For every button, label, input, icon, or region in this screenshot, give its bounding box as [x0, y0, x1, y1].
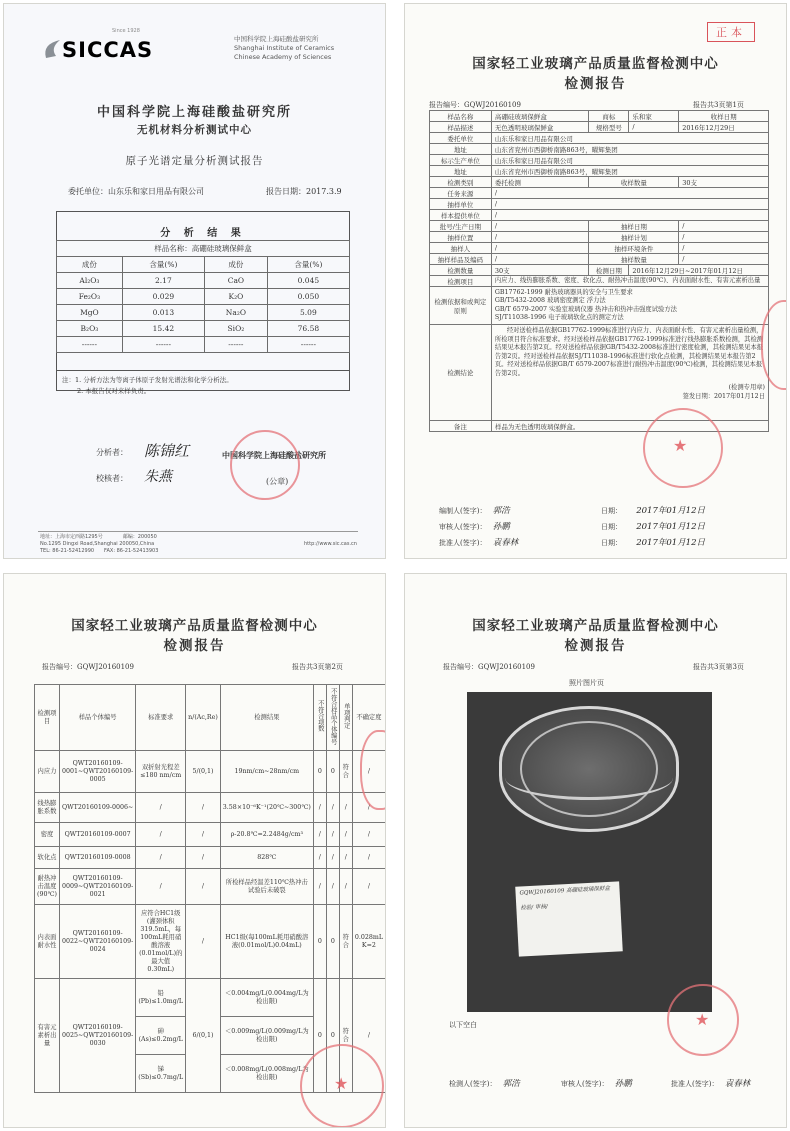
- table-cell: /: [352, 823, 385, 847]
- value-cell: 山东省兖州市西御桥南路863号，曜辉集团: [491, 144, 768, 155]
- table-cell: 铅(Pb)≤1.0mg/L: [136, 979, 186, 1017]
- sample-label-card: [515, 881, 623, 956]
- seal-star-icon: ★: [695, 1010, 710, 1029]
- value-cell: 山东乐和家日用品有限公司: [491, 155, 768, 166]
- signature-date-row: [601, 504, 705, 516]
- footer-seal: (公章): [266, 477, 289, 486]
- footer-org: 中国科学院上海硅酸盐研究所: [222, 450, 326, 460]
- table-cell: ------: [57, 337, 123, 353]
- signature-date: 2017年01月12日: [636, 506, 705, 516]
- label-line: GQWJ20160109 高硼硅玻璃保鲜盒: [519, 885, 611, 897]
- sample-name: 高硼硅玻璃保鲜盒: [191, 244, 252, 253]
- table-cell: /: [313, 869, 326, 905]
- table-row: [430, 177, 769, 188]
- value-cell: /: [491, 232, 589, 243]
- results-table: [34, 684, 386, 1093]
- seal-star-icon: ★: [334, 1074, 349, 1093]
- label-cell: 地址: [430, 144, 492, 155]
- signature-date: 2017年01月12日: [636, 538, 705, 548]
- signature-label: 批准人(签字)：: [439, 539, 487, 547]
- client-value: 山东乐和家日用品有限公司: [108, 187, 204, 196]
- table-row: [430, 199, 769, 210]
- issue-date: 签发日期：2017年01月12日: [682, 392, 765, 400]
- client-label: 委托单位：: [68, 187, 108, 196]
- date-row: [266, 186, 342, 197]
- label-cell: 抽样人: [430, 243, 492, 254]
- label-cell: 标示生产单位: [430, 155, 492, 166]
- sample-label: 样品名称：: [154, 244, 192, 253]
- value-cell: 内应力、线热膨胀系数、密度、软化点、耐热冲击温度(90℃)、内表面耐水性、有害元素析出量: [491, 276, 768, 287]
- table-row: [57, 321, 350, 337]
- table-cell: 0: [326, 905, 339, 979]
- table-cell: /: [186, 793, 221, 823]
- table-cell: 0.013: [122, 305, 204, 321]
- label-cell: 备注: [430, 421, 492, 432]
- basis-line: GB17762-1999 耐热玻璃器具的安全与卫生要求: [494, 288, 633, 296]
- report-subtitle: 检测报告: [564, 76, 627, 92]
- table-cell: 15.42: [122, 321, 204, 337]
- table-cell: Na₂O: [204, 305, 267, 321]
- footer-address: [40, 534, 158, 555]
- signature: 郭浩: [492, 506, 510, 516]
- header-cell: [313, 685, 326, 751]
- date-label: 日期：: [601, 507, 622, 515]
- signature: 孙鹏: [614, 1079, 632, 1089]
- value-cell: /: [491, 210, 768, 221]
- report-info-table: [429, 110, 769, 432]
- page-count: 报告共3页第1页: [693, 101, 744, 109]
- table-header: [57, 257, 350, 273]
- label-cell: 商标: [589, 111, 629, 122]
- label-cell: 收样数量: [589, 177, 679, 188]
- table-row: [35, 979, 386, 1017]
- siccas-analysis-report: [3, 3, 386, 559]
- composition-table: [56, 240, 350, 353]
- test-report-page-2: [3, 573, 386, 1128]
- table-cell: ------: [267, 337, 349, 353]
- signature-label: 编制人(签字)：: [439, 507, 487, 515]
- date-label: 报告日期：: [266, 187, 306, 196]
- test-report-page-3: [404, 573, 787, 1128]
- table-cell: Fe₂O₃: [57, 289, 123, 305]
- footer-tel: TEL: 86-21-52412990 FAX: 86-21-52413903: [40, 548, 159, 554]
- table-row: [430, 144, 769, 155]
- value-cell: /: [491, 188, 768, 199]
- note-1: [62, 375, 344, 386]
- signature-row: [439, 520, 510, 532]
- note-2: 2. 本报告仅对来样负责。: [77, 387, 151, 395]
- label-cell: 样品描述: [430, 122, 492, 133]
- notes: [56, 370, 350, 401]
- table-cell: 锑(Sb)≤0.7mg/L: [136, 1055, 186, 1093]
- table-cell: 19nm/cm~28nm/cm: [220, 751, 313, 793]
- table-cell: /: [326, 823, 339, 847]
- footer-divider: [38, 531, 358, 532]
- table-cell: 5/(0,1): [186, 751, 221, 793]
- table-cell: 5.09: [267, 305, 349, 321]
- table-row: [430, 276, 769, 287]
- table-row: [35, 869, 386, 905]
- table-cell: /: [339, 793, 352, 823]
- table-cell: HC1级(每100mL耗用硝酸溶液(0.01mol/L)0.04mL): [220, 905, 313, 979]
- table-cell: /: [136, 793, 186, 823]
- conclusion-text: 经对送检样品依据GB17762-1999标准进行内应力、内表面耐水性、有害元素析出量检测，所检项目符合标准要求。经对送检样品依据GB17762-1999标准进行线热膨胀系数检测，其检测结果见本报告第2页。经对送检样品依据GB/T5432-2008标准进行密度检测，其检测结果见本报告第2页。经对送检样品依据SJ/T11038-1996标准进行软化点检测，其检测结果见本报告第2页。经对送检样品依据GB/T 6579-2007标准进行耐热冲击温度(90℃)检测，其检测结果见本报告第2页。: [494, 327, 764, 377]
- table-row: [430, 133, 769, 144]
- table-row: [430, 210, 769, 221]
- header-text: 单项判定: [342, 703, 350, 729]
- table-row: [430, 166, 769, 177]
- label-cell: 样品名称: [430, 111, 492, 122]
- header-cell: 检测结果: [220, 685, 313, 751]
- value-cell: 高硼硅玻璃保鲜盒: [491, 111, 589, 122]
- table-row: [35, 793, 386, 823]
- page-count: 报告共3页第2页: [292, 663, 343, 671]
- table-cell: SiO₂: [204, 321, 267, 337]
- report-subtitle: 检测报告: [163, 638, 226, 654]
- header-cell: [326, 685, 339, 751]
- table-header-cell: 成份: [204, 257, 267, 273]
- table-cell: QWT20160109-0022~QWT20160109-0024: [59, 905, 135, 979]
- signature-date-row: [601, 520, 705, 532]
- label-cell: 委托单位: [430, 133, 492, 144]
- label-cell: 收样日期: [679, 111, 769, 122]
- official-seal-icon: [230, 430, 300, 500]
- table-cell: ＜0.004mg/L(0.004mg/L为检出限): [220, 979, 313, 1017]
- value-cell: /: [491, 254, 589, 265]
- table-cell: /: [313, 823, 326, 847]
- table-cell: /: [326, 869, 339, 905]
- test-report-page-1: [404, 3, 787, 559]
- table-row: [35, 751, 386, 793]
- table-cell: 砷(As)≤0.2mg/L: [136, 1017, 186, 1055]
- note-label: 注：: [62, 376, 75, 384]
- label-cell: 抽样单位: [430, 199, 492, 210]
- basis-cell: [491, 287, 768, 325]
- siccas-logo: [40, 34, 170, 66]
- page-count: 报告共3页第3页: [693, 663, 744, 671]
- label-cell: 检测数量: [430, 265, 492, 276]
- value-cell: 山东省兖州市西御桥南路863号，曜辉集团: [491, 166, 768, 177]
- value-cell: 2016年12月29日~2017年01月12日: [629, 265, 769, 276]
- table-cell: 有害元素析出量: [35, 979, 60, 1093]
- table-cell: QWT20160109-0008: [59, 847, 135, 869]
- institute-en-1: Shanghai Institute of Ceramics: [234, 44, 335, 52]
- table-cell: CaO: [204, 273, 267, 289]
- checker-signature: 朱燕: [144, 469, 172, 485]
- footer-web: http://www.sic.cas.cn: [304, 541, 357, 547]
- table-cell: 2.17: [122, 273, 204, 289]
- value-cell: 2016年12月29日: [679, 122, 769, 133]
- table-cell: ------: [204, 337, 267, 353]
- value-cell: /: [491, 199, 768, 210]
- table-row: [57, 337, 350, 353]
- checker-label: 校核者：: [96, 474, 128, 483]
- blank-below: 以下空白: [449, 1021, 477, 1029]
- report-title: 中国科学院上海硅酸盐研究所: [96, 105, 292, 120]
- signature: 袁春林: [492, 538, 519, 548]
- photo-caption: 照片图片页: [569, 679, 604, 687]
- table-cell: 软化点: [35, 847, 60, 869]
- label-cell: 样本提供单位: [430, 210, 492, 221]
- table-cell: 0.029: [122, 289, 204, 305]
- value-cell: /: [629, 122, 679, 133]
- report-number: 报告编号：GQWJ20160109: [443, 663, 535, 671]
- table-cell: /: [352, 847, 385, 869]
- table-cell: 符合: [339, 979, 352, 1093]
- table-cell: /: [339, 869, 352, 905]
- label-cell: 检测日期: [589, 265, 629, 276]
- table-cell: 线热膨胀系数: [35, 793, 60, 823]
- table-row: [430, 325, 769, 421]
- table-header: [35, 685, 386, 751]
- report-subtitle: 无机材料分析测试中心: [137, 124, 252, 136]
- table-cell: MgO: [57, 305, 123, 321]
- table-cell: 0: [313, 979, 326, 1093]
- table-cell: K₂O: [204, 289, 267, 305]
- header-cell: 标准要求: [136, 685, 186, 751]
- label-cell: 抽样位置: [430, 232, 492, 243]
- report-number: 报告编号：GQWJ20160109: [429, 101, 521, 109]
- table-cell: 内应力: [35, 751, 60, 793]
- table-cell: 0: [326, 979, 339, 1093]
- signature-row: [439, 504, 510, 516]
- signature-label: 批准人(签字)：: [671, 1080, 719, 1088]
- table-cell: /: [186, 847, 221, 869]
- label-cell: 规格型号: [589, 122, 629, 133]
- value-cell: 30支: [679, 177, 769, 188]
- table-cell: 符合: [339, 905, 352, 979]
- signature-date-row: [601, 536, 705, 548]
- table-row: [430, 232, 769, 243]
- product-photo: [467, 692, 712, 1012]
- seal-star-icon: ★: [673, 436, 688, 455]
- table-cell: 耐热冲击温度(90℃): [35, 869, 60, 905]
- original-stamp: 正本: [707, 22, 755, 42]
- table-cell: /: [352, 979, 385, 1093]
- label-cell: 任务来源: [430, 188, 492, 199]
- basis-line: GB/T 6579-2007 实验室玻璃仪器 热冲击和热冲击强度试验方法: [494, 305, 677, 313]
- table-cell: /: [136, 823, 186, 847]
- label-cell: 抽样样品及编码: [430, 254, 492, 265]
- table-cell: /: [136, 869, 186, 905]
- label-cell: 批号/生产日期: [430, 221, 492, 232]
- note-text: 1. 分析方法为等离子体原子发射光谱法和化学分析法。: [75, 376, 233, 384]
- table-row: [35, 823, 386, 847]
- value-cell: 30支: [491, 265, 589, 276]
- basis-line: GB/T5432-2008 玻璃密度测定 浮力法: [494, 297, 606, 304]
- table-cell: 双折射光程差≤180 nm/cm: [136, 751, 186, 793]
- table-row: [430, 243, 769, 254]
- date-label: 日期：: [601, 523, 622, 531]
- report-center-title: 国家轻工业玻璃产品质量监督检测中心: [472, 56, 719, 72]
- basis-line: SJ/T11038-1996 电子玻璃软化点的测定方法: [494, 314, 624, 321]
- table-cell: QWT20160109-0006~: [59, 793, 135, 823]
- table-cell: /: [352, 793, 385, 823]
- signature-label: 审核人(签字)：: [439, 523, 487, 531]
- institute-en-2: Chinese Academy of Sciences: [234, 53, 332, 61]
- table-cell: 所检样品经温差110℃热冲击试验后未破裂: [220, 869, 313, 905]
- table-row: [430, 155, 769, 166]
- table-header-cell: 成份: [57, 257, 123, 273]
- table-header-cell: 含量(%): [267, 257, 349, 273]
- header-cell: 不确定度: [352, 685, 385, 751]
- label-cell: 抽样日期: [589, 221, 679, 232]
- table-cell: /: [313, 793, 326, 823]
- report-center-title: 国家轻工业玻璃产品质量监督检测中心: [472, 618, 719, 634]
- edge-seal-icon: [360, 730, 386, 810]
- table-cell: 0.045: [267, 273, 349, 289]
- report-center-title: 国家轻工业玻璃产品质量监督检测中心: [71, 618, 318, 634]
- table-cell: 0: [326, 751, 339, 793]
- table-cell: 密度: [35, 823, 60, 847]
- table-cell: B₂O₃: [57, 321, 123, 337]
- label-cell: 抽样环境条件: [589, 243, 679, 254]
- table-cell: ＜0.008mg/L(0.008mg/L为检出限): [220, 1055, 313, 1093]
- table-cell: /: [186, 823, 221, 847]
- institute-cn: 中国科学院上海硅酸盐研究所: [234, 35, 319, 43]
- table-cell: ρ-20.8℃=2.2484g/cm³: [220, 823, 313, 847]
- table-cell: 内表面耐水性: [35, 905, 60, 979]
- label-cell: 检测依据和或判定原则: [430, 287, 492, 325]
- label-cell: 抽样计划: [589, 232, 679, 243]
- table-row: [430, 122, 769, 133]
- signature-row: [449, 1077, 520, 1089]
- table-cell: /: [339, 823, 352, 847]
- table-cell: /: [326, 793, 339, 823]
- header-text: 不符合项数: [316, 700, 324, 732]
- value-cell: /: [679, 232, 769, 243]
- label-cell: 检测项目: [430, 276, 492, 287]
- table-cell: QWT20160109-0025~QWT20160109-0030: [59, 979, 135, 1093]
- sample-name-cell: [57, 241, 350, 257]
- table-row: [430, 254, 769, 265]
- table-cell: /: [352, 869, 385, 905]
- table-cell: 符合: [339, 751, 352, 793]
- table-cell: /: [313, 847, 326, 869]
- table-cell: /: [186, 905, 221, 979]
- client-row: [68, 186, 204, 197]
- table-row: [430, 111, 769, 122]
- conclusion-cell: [491, 325, 768, 421]
- table-cell: ------: [122, 337, 204, 353]
- table-row: [57, 273, 350, 289]
- label-cell: 检测结论: [430, 325, 492, 421]
- header-cell: n/(Ac,Re): [186, 685, 221, 751]
- results-title: 分 析 结 果: [160, 228, 246, 239]
- label-cell: 检测类别: [430, 177, 492, 188]
- table-cell: 0.028mL K=2: [352, 905, 385, 979]
- table-cell: 0: [313, 905, 326, 979]
- footer-cn: 地址：上海市定西路1295号 邮编：200050: [40, 534, 157, 540]
- label-cell: 抽样数量: [589, 254, 679, 265]
- value-cell: 乐和家: [629, 111, 679, 122]
- header-text: 不符合样品个体编号: [329, 687, 337, 745]
- logo-since: Since 1928: [112, 28, 140, 34]
- header-cell: 样品个体编号: [59, 685, 135, 751]
- value-cell: 委托检测: [491, 177, 589, 188]
- table-row: [35, 905, 386, 979]
- signature: 孙鹏: [492, 522, 510, 532]
- table-cell: QWT20160109-0001~QWT20160109-0005: [59, 751, 135, 793]
- table-cell: /: [326, 847, 339, 869]
- signature: 袁春林: [724, 1079, 751, 1089]
- table-row: [57, 289, 350, 305]
- value-cell: /: [491, 221, 589, 232]
- table-header-cell: 含量(%): [122, 257, 204, 273]
- signature: 郭浩: [502, 1079, 520, 1089]
- table-cell: QWT20160109-0009~QWT20160109-0021: [59, 869, 135, 905]
- value-cell: /: [679, 254, 769, 265]
- bowl-base: [505, 756, 673, 800]
- header-cell: [339, 685, 352, 751]
- signature-row: [561, 1077, 632, 1089]
- table-cell: QWT20160109-0007: [59, 823, 135, 847]
- signature-date: 2017年01月12日: [636, 522, 705, 532]
- issue-seal: (检测专用章): [728, 384, 765, 391]
- table-row: [430, 287, 769, 325]
- analyst-label: 分析者：: [96, 448, 128, 457]
- table-cell: 6/(0,1): [186, 979, 221, 1093]
- label-line: 检验/ 审核/: [520, 904, 548, 912]
- table-cell: /: [186, 869, 221, 905]
- signature-label: 检测人(签字)：: [449, 1080, 497, 1088]
- value-cell: /: [679, 243, 769, 254]
- date-value: 2017.3.9: [306, 187, 342, 196]
- table-row: [57, 305, 350, 321]
- table-cell: /: [352, 751, 385, 793]
- table-row: [430, 221, 769, 232]
- footer-en: No.1295 Dingxi Road,Shanghai 200050,China: [40, 541, 155, 547]
- table-row: [35, 847, 386, 869]
- label-cell: 地址: [430, 166, 492, 177]
- table-cell: ＜0.009mg/L(0.009mg/L为检出限): [220, 1017, 313, 1055]
- table-row: [430, 265, 769, 276]
- table-row: [430, 188, 769, 199]
- value-cell: 样品为无色透明玻璃保鲜盒。: [491, 421, 768, 432]
- value-cell: /: [491, 243, 589, 254]
- table-cell: 828℃: [220, 847, 313, 869]
- table-cell: /: [136, 847, 186, 869]
- signature-row: [671, 1077, 750, 1089]
- report-type: 原子光谱定量分析测试报告: [125, 155, 264, 167]
- table-cell: /: [339, 847, 352, 869]
- value-cell: 无色透明玻璃保鲜盒: [491, 122, 589, 133]
- table-cell: 应符合HC1级(灌颈体积319.5mL，每100mL耗用硝酸溶液(0.01mol/L)的最大值0.30mL): [136, 905, 186, 979]
- value-cell: /: [679, 221, 769, 232]
- table-cell: 76.58: [267, 321, 349, 337]
- table-cell: 3.58×10⁻⁶K⁻¹(20℃~300℃): [220, 793, 313, 823]
- report-number: 报告编号：GQWJ20160109: [42, 663, 134, 671]
- logo-word: SICCAS: [62, 38, 154, 62]
- table-cell: 0.050: [267, 289, 349, 305]
- date-label: 日期：: [601, 539, 622, 547]
- analyst-signature: 陈锦红: [144, 442, 190, 460]
- header-cell: 检测项目: [35, 685, 60, 751]
- signature-row: [439, 536, 518, 548]
- value-cell: 山东乐和家日用品有限公司: [491, 133, 768, 144]
- siccas-logo-mark: [40, 34, 170, 62]
- table-cell: Al₂O₃: [57, 273, 123, 289]
- table-cell: 0: [313, 751, 326, 793]
- signature-label: 审核人(签字)：: [561, 1080, 609, 1088]
- report-subtitle: 检测报告: [564, 638, 627, 654]
